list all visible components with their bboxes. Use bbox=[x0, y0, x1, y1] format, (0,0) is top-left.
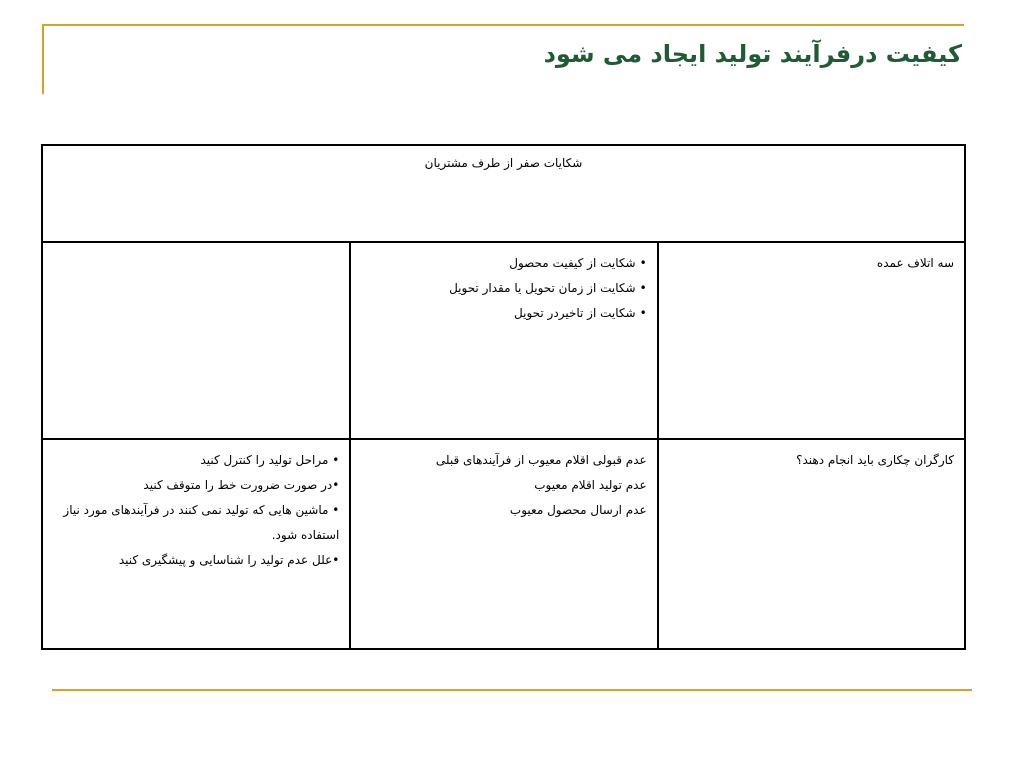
left-accent-rule bbox=[42, 24, 44, 94]
row2-defects-cell bbox=[350, 439, 657, 649]
list-item bbox=[53, 448, 339, 473]
bullet-mark: • bbox=[328, 503, 340, 517]
complaint-text: شکایت از تاخیردر تحویل bbox=[514, 306, 636, 320]
bullet-mark: • bbox=[332, 478, 340, 492]
list-item: •شکایت از تاخیردر تحویل bbox=[514, 306, 647, 320]
action-text: مراحل تولید را کنترل کنید bbox=[200, 453, 329, 467]
top-accent-rule bbox=[42, 24, 964, 26]
list-item: •شکایت از کیفیت محصول bbox=[509, 256, 647, 270]
row1-label-cell bbox=[658, 242, 965, 439]
complaint-text: شکایت از زمان تحویل یا مقدار تحویل bbox=[449, 281, 636, 295]
action-text: در صورت ضرورت خط را متوقف کنید bbox=[143, 478, 333, 492]
bullet-mark: • bbox=[328, 453, 340, 467]
actions-list bbox=[53, 448, 339, 573]
defect-line: عدم قبولی اقلام معیوب از فرآیندهای قبلی bbox=[435, 453, 647, 467]
bullet-mark: • bbox=[332, 553, 340, 567]
action-text: علل عدم تولید را شناسایی و پیشگیری کنید bbox=[118, 553, 333, 567]
row1-complaints-cell bbox=[350, 242, 657, 439]
list-item bbox=[53, 498, 339, 548]
row1-empty-cell bbox=[42, 242, 350, 439]
table-row bbox=[42, 439, 965, 649]
defect-line: عدم ارسال محصول معیوب bbox=[509, 503, 647, 517]
complaint-text: شکایت از کیفیت محصول bbox=[509, 256, 636, 270]
table-header-row bbox=[42, 145, 965, 242]
list-item: •شکایت از زمان تحویل یا مقدار تحویل bbox=[449, 281, 647, 295]
list-item bbox=[53, 473, 339, 498]
table-header-cell bbox=[42, 145, 965, 242]
table-header-text: شکایات صفر از طرف مشتریان bbox=[424, 156, 583, 170]
slide-title: کیفیت درفرآیند تولید ایجاد می شود bbox=[543, 40, 962, 68]
row2-label-cell bbox=[658, 439, 965, 649]
content-table bbox=[41, 144, 966, 650]
list-item bbox=[53, 548, 339, 573]
row2-actions-cell bbox=[42, 439, 350, 649]
table-row bbox=[42, 242, 965, 439]
defect-line: عدم تولید اقلام معیوب bbox=[534, 478, 647, 492]
row1-label: سه اتلاف عمده bbox=[876, 256, 954, 270]
row2-label: کارگران چکاری باید انجام دهند؟ bbox=[796, 453, 954, 467]
complaints-list bbox=[361, 251, 646, 326]
bottom-accent-rule bbox=[52, 689, 972, 691]
action-text: ماشین هایی که تولید نمی کنند در فرآیندهای مورد نیاز استفاده شود. bbox=[63, 503, 340, 542]
